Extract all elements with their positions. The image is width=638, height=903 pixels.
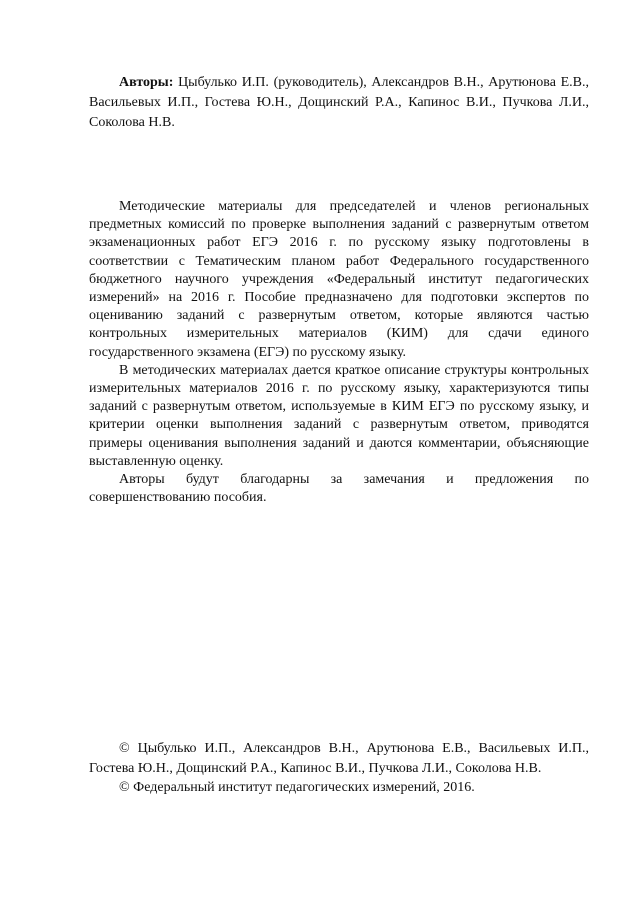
abstract-paragraph-2: В методических материалах дается краткое описание структуры контрольных измерительных материалов 2016 г. по русскому языку, характеризуются типы заданий с развернутым ответом, используемые в КИМ ЕГЭ по русскому языку, и критерии оценки выполнения заданий с развернутым ответом, приводятся примеры оценивания выполнения заданий и даются комментарии, объясняющие выставленную оценку. — [89, 362, 589, 469]
abstract-block — [89, 198, 589, 507]
authors-paragraph — [89, 73, 589, 133]
copyright-block — [89, 739, 589, 798]
abstract-paragraph-3: Авторы будут благодарны за замечания и предложения по совершенствованию пособия. — [89, 472, 589, 506]
copyright-authors: © Цыбулько И.П., Александров В.Н., Арутюнова Е.В., Васильевых И.П., Гостева Ю.Н., Дощинский Р.А., Капинос В.И., Пучкова Л.И., Соколова Н.В. — [89, 741, 589, 776]
copyright-institute: © Федеральный институт педагогических измерений, 2016. — [119, 780, 475, 795]
authors-label: Авторы: — [119, 75, 174, 90]
authors-block — [89, 73, 589, 133]
authors-list: Цыбулько И.П. (руководитель), Александров В.Н., Арутюнова Е.В., Васильевых И.П., Гостева Ю.Н., Дощинский Р.А., Капинос В.И., Пучкова Л.И., Соколова Н.В. — [89, 75, 589, 130]
abstract-paragraph-1: Методические материалы для председателей и членов региональных предметных комиссий по проверке выполнения заданий с развернутым ответом экзаменационных работ ЕГЭ 2016 г. по русскому языку подготовлены в соответствии с Тематическим планом работ Федерального государственного бюджетного научного учреждения «Федеральный институт педагогических измерений» на 2016 г. Пособие предназначено для подготовки экспертов по оцениванию заданий с развернутым ответом, которые являются частью контрольных измерительных материалов (КИМ) для сдачи единого государственного экзамена (ЕГЭ) по русскому языку. — [89, 199, 589, 360]
